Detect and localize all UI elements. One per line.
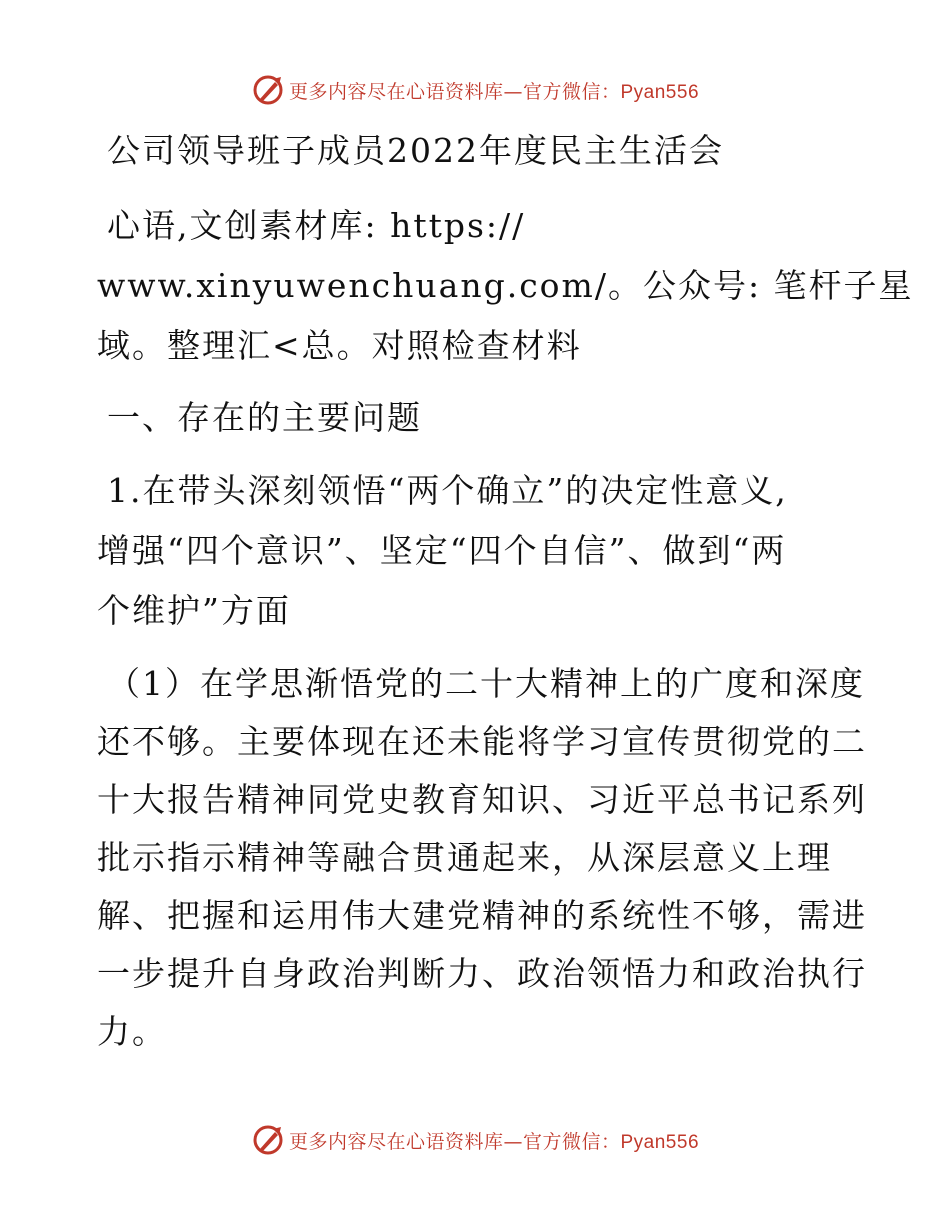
intro-line-3: 域。整理汇<总。对照检查材料 [97, 326, 582, 365]
intro-line-2: www.xinyuwenchuang.com/。公众号: 笔杆子星 [97, 266, 914, 305]
item-1-line-6: 一步提升自身政治判断力、政治领悟力和政治执行 [97, 954, 867, 993]
point-1-line-2: 增强“四个意识”、坚定“四个自信”、做到“两 [97, 531, 787, 570]
watermark-bottom [0, 1122, 950, 1158]
quill-logo-icon [251, 1123, 285, 1157]
section-heading: 一、存在的主要问题 [107, 398, 422, 437]
item-1-line-4: 批示指示精神等融合贯通起来，从深层意义上理 [97, 838, 832, 877]
point-1-line-3: 个维护”方面 [97, 591, 291, 630]
intro-line-1: 心语,文创素材库: https:// [107, 206, 526, 245]
item-1-line-3: 十大报告精神同党史教育知识、习近平总书记系列 [97, 780, 867, 819]
item-1-line-5: 解、把握和运用伟大建党精神的系统性不够，需进 [97, 896, 867, 935]
quill-logo-icon [251, 73, 285, 107]
item-1-line-2: 还不够。主要体现在还未能将学习宣传贯彻党的二 [97, 722, 867, 761]
document-body [97, 122, 914, 1052]
watermark-text: 更多内容尽在心语资料库—官方微信：Pyan556 [288, 80, 700, 103]
point-1-line-1: 1.在带头深刻领悟“两个确立”的决定性意义, [107, 471, 788, 510]
item-1-line-7: 力。 [97, 1012, 167, 1051]
watermark-text: 更多内容尽在心语资料库—官方微信：Pyan556 [288, 1130, 700, 1153]
document-title: 公司领导班子成员2022年度民主生活会 [107, 131, 724, 170]
item-1-line-1: （1）在学思渐悟党的二十大精神上的广度和深度 [107, 664, 865, 703]
watermark-top [0, 72, 950, 108]
